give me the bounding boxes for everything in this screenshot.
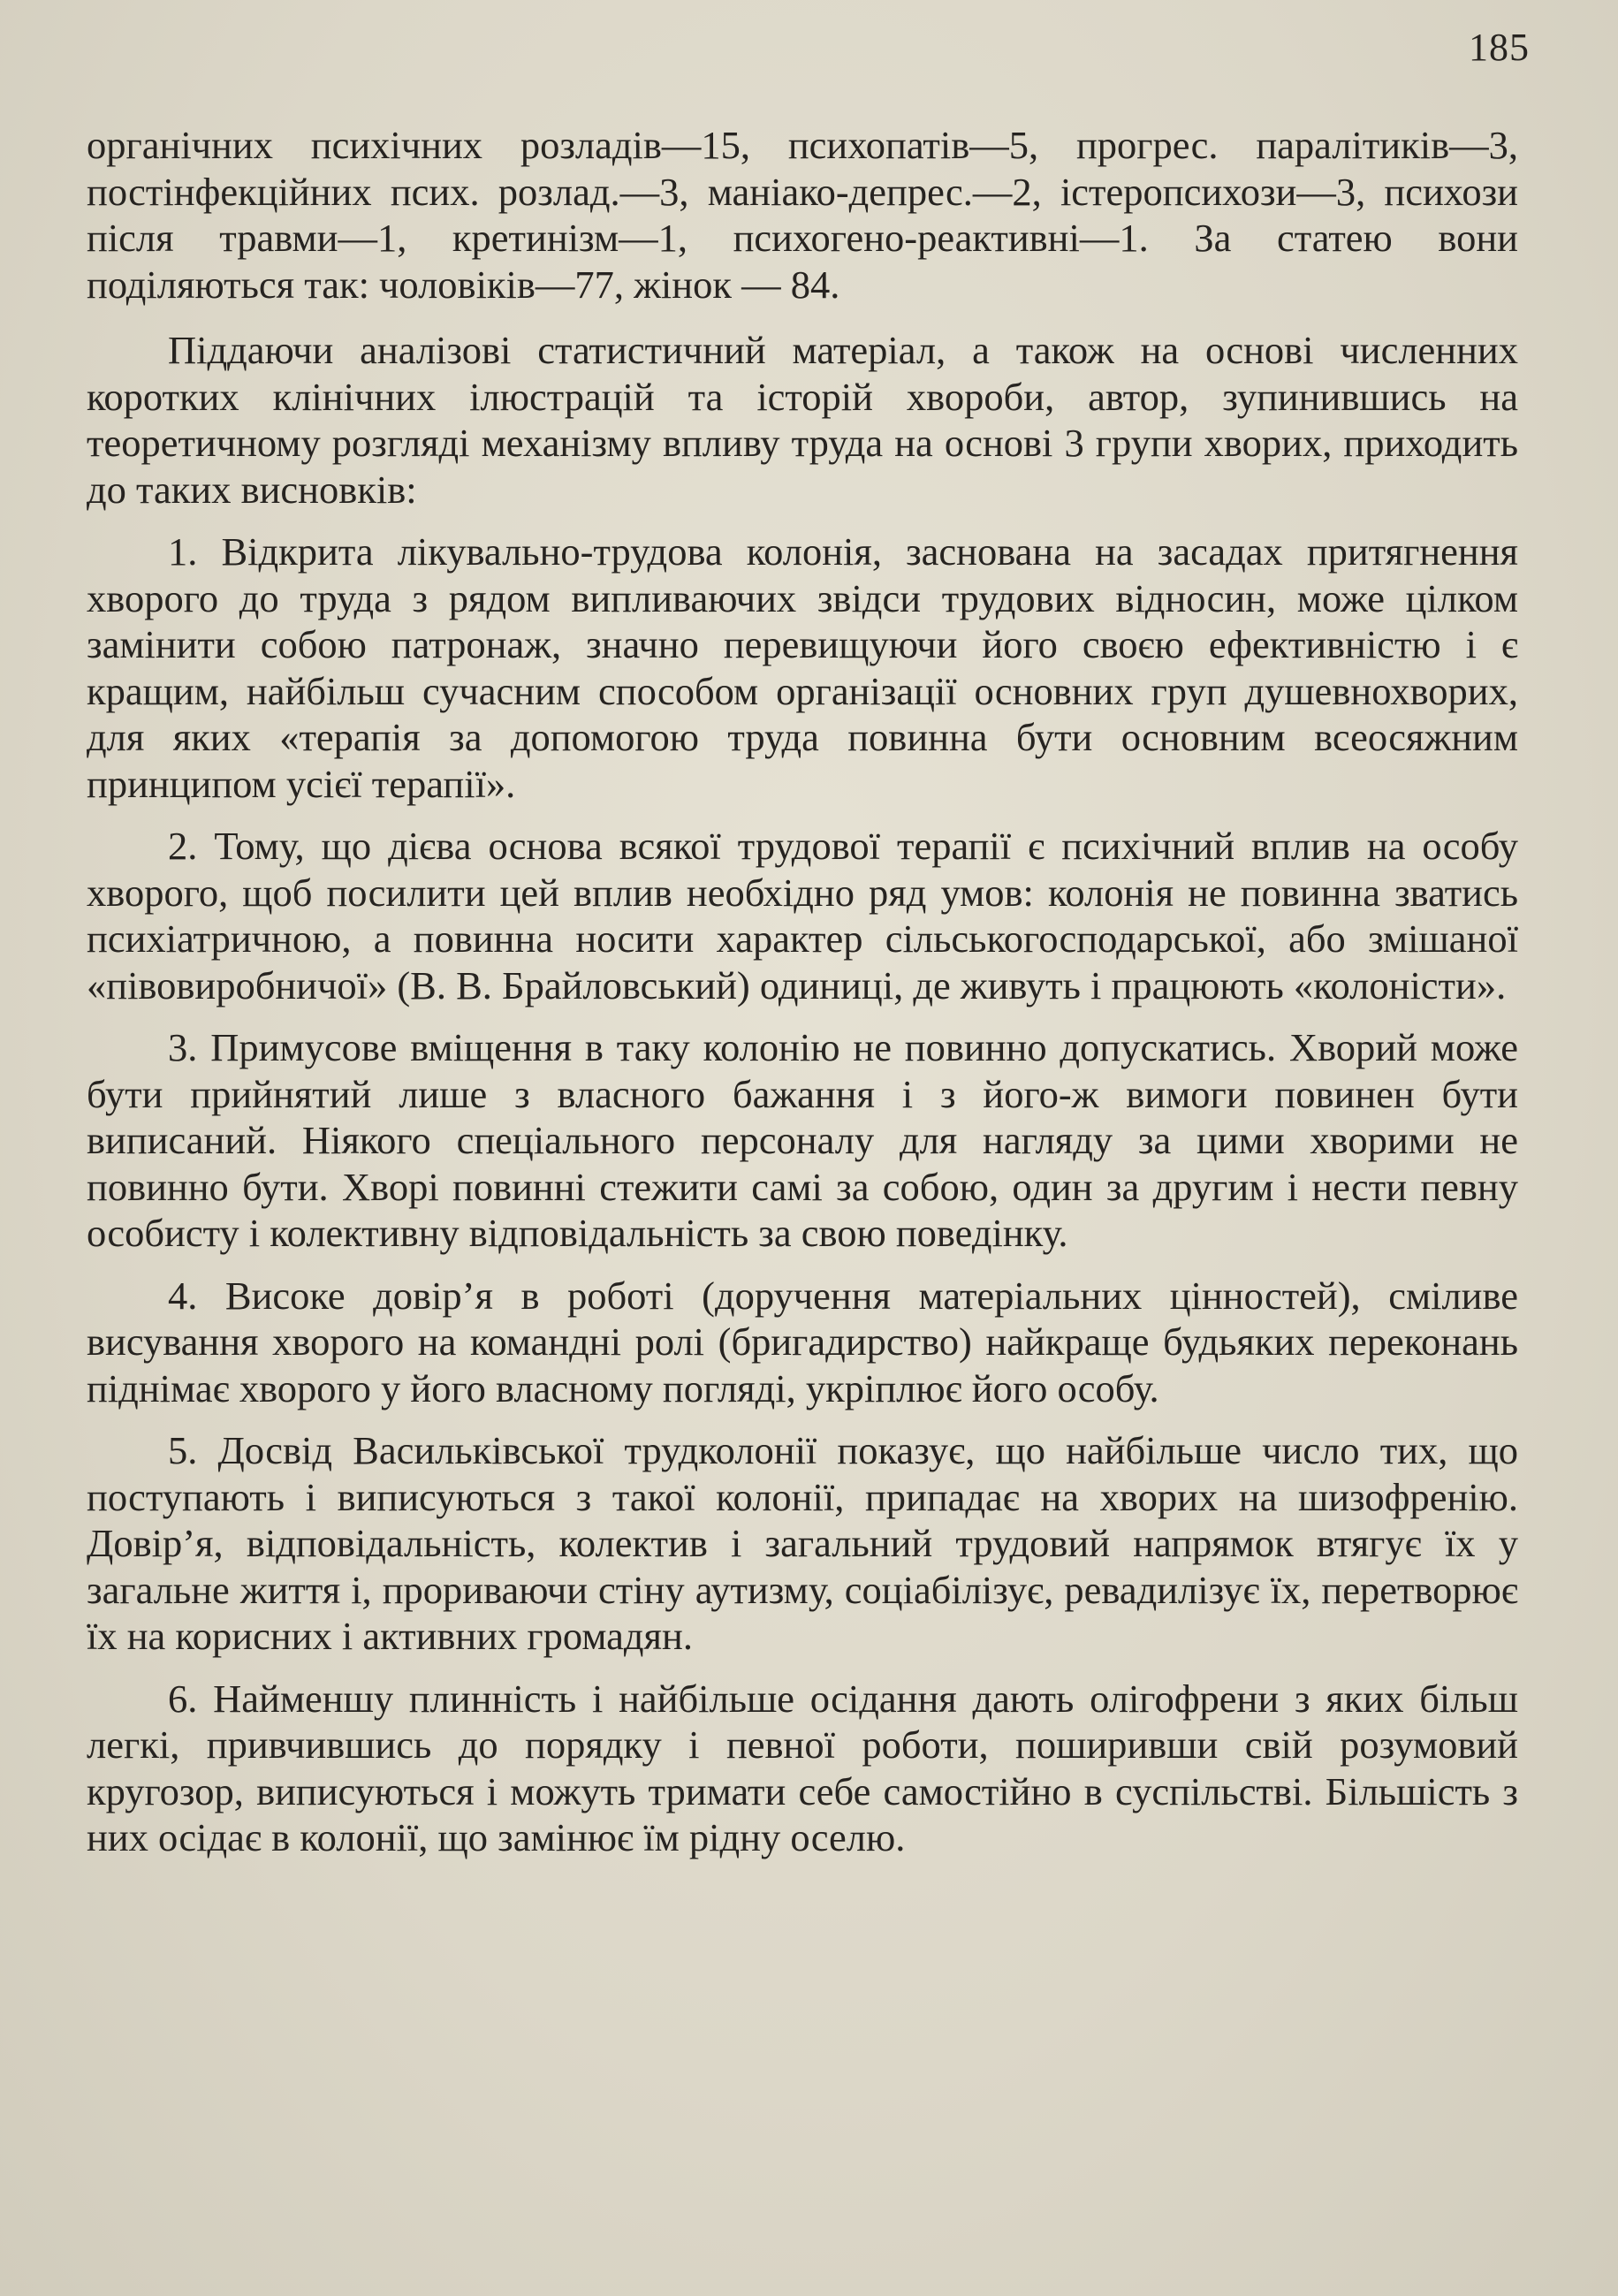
paragraph-conclusion-5: 5. Досвід Васильківської трудколонії показує, що найбільше число тих, що поступають і виписуються з такої колонії, припадає на хворих на шизофренію. Довір’я, відповідальність, колектив і загальний трудовий напрямок втягує їх у загальне життя і, прориваючи стіну аутизму, соціабілізує, ревадилізує їх, перетворює їх на корисних і активних громадян. bbox=[87, 1428, 1518, 1658]
paragraph-conclusion-6: 6. Найменшу плинність і найбільше осідання дають олігофрени з яких більш легкі, привчившись до порядку і певної роботи, поширивши свій розумовий кругозор, виписуються і можуть тримати себе самостійно в суспільстві. Більшість з них осідає в колонії, що замінює їм рідну оселю. bbox=[87, 1676, 1518, 1859]
paragraph-intro: Піддаючи аналізові статистичний матеріал, а також на основі численних коротких клінічних ілюстрацій та історій хвороби, автор, зупинившись на теоретичному розгляді механізму впливу труда на основі 3 групи хворих, приходить до таких висновків: bbox=[87, 328, 1518, 512]
paragraph-conclusion-4: 4. Високе довір’я в роботі (доручення матеріальних цінностей), сміливе висування хворого на командні ролі (бригадирство) найкраще будьяких переконань піднімає хворого у його власному погляді, укріплює його особу. bbox=[87, 1273, 1518, 1410]
paragraph-conclusion-3: 3. Примусове вміщення в таку колонію не повинно допускатись. Хворий може бути прийнятий лише з власного бажання і з його-ж вимоги повинен бути виписаний. Ніякого спеціального персоналу для нагляду за цими хворими не повинно бути. Хворі повинні стежити самі за собою, один за другим і нести певну особисту і колективну відповідальність за свою поведінку. bbox=[87, 1025, 1518, 1255]
paragraph-continuation: органічних психічних розладів—15, психопатів—5, прогрес. паралітиків—3, постінфекційних псих. розлад.—3, маніако-депрес.—2, істеропсихози—3, психози після травми—1, кретинізм—1, психогено-реактивні—1. За статею вони поділяються так: чоловіків—77, жінок — 84. bbox=[87, 123, 1518, 307]
paragraph-conclusion-2: 2. Тому, що дієва основа всякої трудової терапії є психічний вплив на особу хворого, щоб посилити цей вплив необхідно ряд умов: колонія не повинна зватись психіатричною, а повинна носити характер сільськогосподарської, або змішаної «півовиробничої» (В. В. Брайловський) одиниці, де живуть і працюють «колоністи». bbox=[87, 824, 1518, 1007]
body-text bbox=[87, 122, 1518, 1877]
page-number: 185 bbox=[1469, 26, 1530, 69]
paragraph-conclusion-1: 1. Відкрита лікувально-трудова колонія, заснована на засадах притягнення хворого до труда з рядом випливаючих звідси трудових відносин, може цілком замінити собою патронаж, значно перевищуючи його своєю ефективністю і є кращим, найбільш сучасним способом організації основних груп душевнохворих, для яких «терапія за допомогою труда повинна бути основним всеосяжним принципом усієї терапії». bbox=[87, 529, 1518, 806]
